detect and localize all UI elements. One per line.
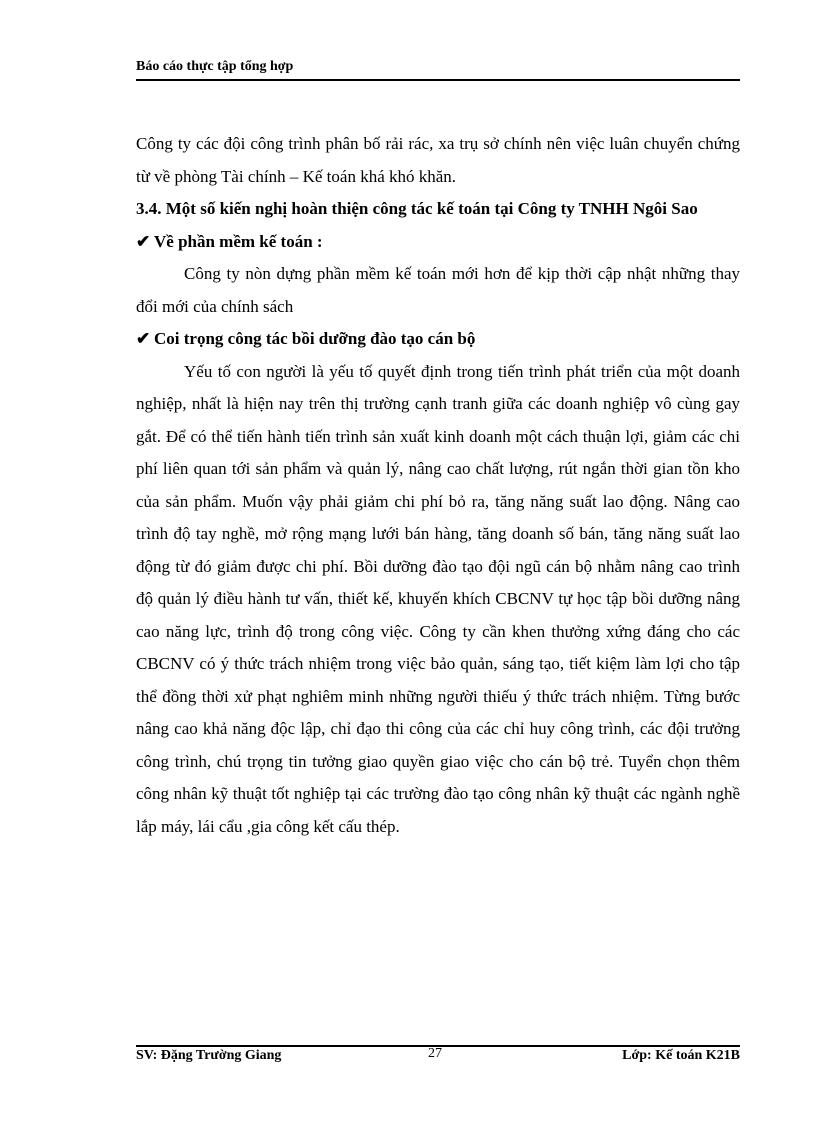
paragraph-software: Công ty nòn dựng phần mềm kế toán mới hơn để kịp thời cập nhật những thay đổi mới của chính sách bbox=[136, 264, 740, 316]
bullet-heading-software bbox=[136, 226, 740, 259]
paragraph-training: Yếu tố con người là yếu tố quyết định trong tiến trình phát triển của một doanh nghiệp, nhất là hiện nay trên thị trường cạnh tranh giữa các doanh nghiệp vô cùng gay gắt. Để có thể tiến hành tiến trình sản xuất kinh doanh một cách thuận lợi, giảm các chi phí liên quan tới sản phẩm và quản lý, nâng cao chất lượng, rút ngắn thời gian tồn kho của sản phẩm. Muốn vậy phải giảm chi phí bỏ ra, tăng năng suất lao động. Nâng cao trình độ tay nghề, mở rộng mạng lưới bán hàng, tăng doanh số bán, tăng năng suất lao động từ đó giảm được chi phí. Bồi dưỡng đào tạo đội ngũ cán bộ nhằm nâng cao trình độ quản lý điều hành tư vấn, thiết kế, khuyến khích CBCNV tự học tập bồi dưỡng nâng cao năng lực, trình độ trong công việc. Công ty cần khen thưởng xứng đáng cho các CBCNV có ý thức trách nhiệm trong việc bảo quản, sáng tạo, tiết kiệm làm lợi cho tập thể đồng thời xử phạt nghiêm minh những người thiếu ý thức trách nhiệm. Từng bước nâng cao khả năng độc lập, chỉ đạo thi công của các chỉ huy công trình, các đội trưởng công trình, chú trọng tin tưởng giao quyền giao việc cho cán bộ trẻ. Tuyển chọn thêm công nhân kỹ thuật tốt nghiệp tại các trường đào tạo công nhân kỹ thuật các ngành nghề lắp máy, lái cẩu ,gia công kết cấu thép. bbox=[136, 361, 740, 836]
page-header bbox=[136, 57, 740, 81]
checkmark-icon: ✔ bbox=[136, 231, 151, 251]
bullet-heading-training-label: Coi trọng công tác bồi dưỡng đào tạo cán bộ bbox=[154, 329, 476, 348]
paragraph-intro: Công ty các đội công trình phân bố rải rác, xa trụ sở chính nên việc luân chuyển chứng từ về phòng Tài chính – Kế toán khá khó khăn. bbox=[136, 134, 740, 186]
page-number: 27 bbox=[428, 1046, 442, 1061]
footer-class: Lớp: Kế toán K21B bbox=[622, 1048, 740, 1063]
section-heading: 3.4. Một số kiến nghị hoàn thiện công tác kế toán tại Công ty TNHH Ngôi Sao bbox=[136, 199, 698, 218]
bullet-heading-software-label: Về phần mềm kế toán : bbox=[154, 231, 323, 251]
checkmark-icon: ✔ bbox=[136, 329, 151, 348]
document-body bbox=[136, 128, 740, 843]
header-title: Báo cáo thực tập tổng hợp bbox=[136, 59, 294, 74]
footer-student: SV: Đặng Trường Giang bbox=[136, 1048, 282, 1063]
bullet-heading-training bbox=[136, 323, 740, 356]
